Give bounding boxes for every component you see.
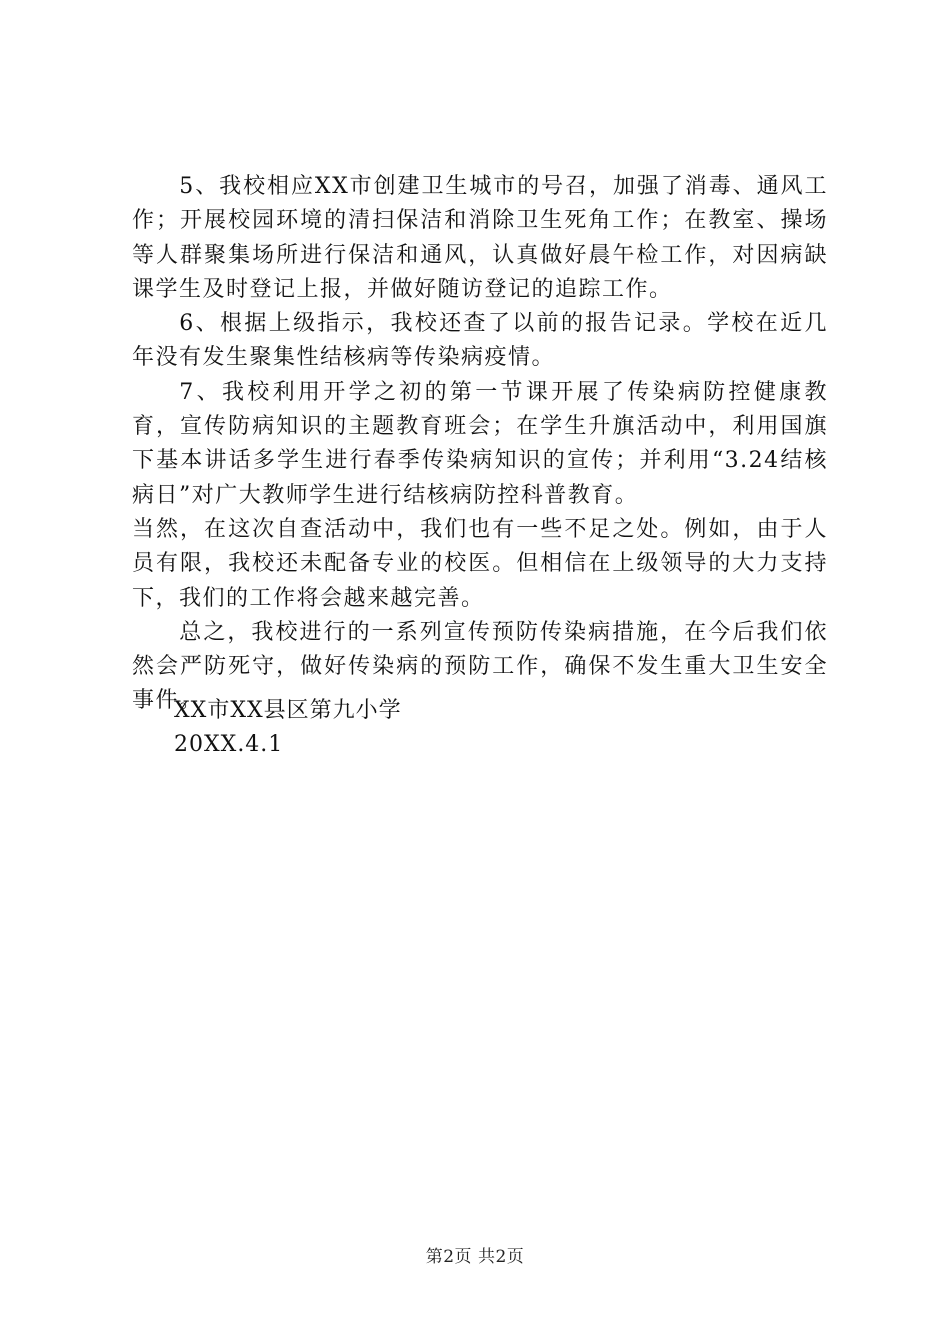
paragraph-item-6: 6、根据上级指示，我校还查了以前的报告记录。学校在近几年没有发生聚集性结核病等传染病疫情。 (132, 311, 828, 371)
signature-organization: XX市XX县区第九小学 (174, 698, 402, 723)
signature-date: 20XX.4.1 (174, 732, 284, 757)
paragraph-conclusion: 总之，我校进行的一系列宣传预防传染病措施，在今后我们依然会严防死守，做好传染病的预防工作，确保不发生重大卫生安全事件。 (132, 619, 828, 714)
paragraph-shortcomings: 当然，在这次自查活动中，我们也有一些不足之处。例如，由于人员有限，我校还未配备专业的校医。但相信在上级领导的大力支持下，我们的工作将会越来越完善。 (132, 516, 828, 611)
paragraph-item-5: 5、我校相应XX市创建卫生城市的号召，加强了消毒、通风工作；开展校园环境的清扫保洁和消除卫生死角工作；在教室、操场等人群聚集场所进行保洁和通风，认真做好晨午检工作，对因病缺课学生及时登记上报，并做好随访登记的追踪工作。 (132, 174, 828, 302)
paragraph-item-7: 7、我校利用开学之初的第一节课开展了传染病防控健康教育，宣传防病知识的主题教育班会；在学生升旗活动中，利用国旗下基本讲话多学生进行春季传染病知识的宣传；并利用“3.24结核病日”对广大教师学生进行结核病防控科普教育。 (132, 379, 828, 508)
document-body (132, 170, 828, 719)
page-number-footer: 第2页 共2页 (425, 1247, 525, 1267)
